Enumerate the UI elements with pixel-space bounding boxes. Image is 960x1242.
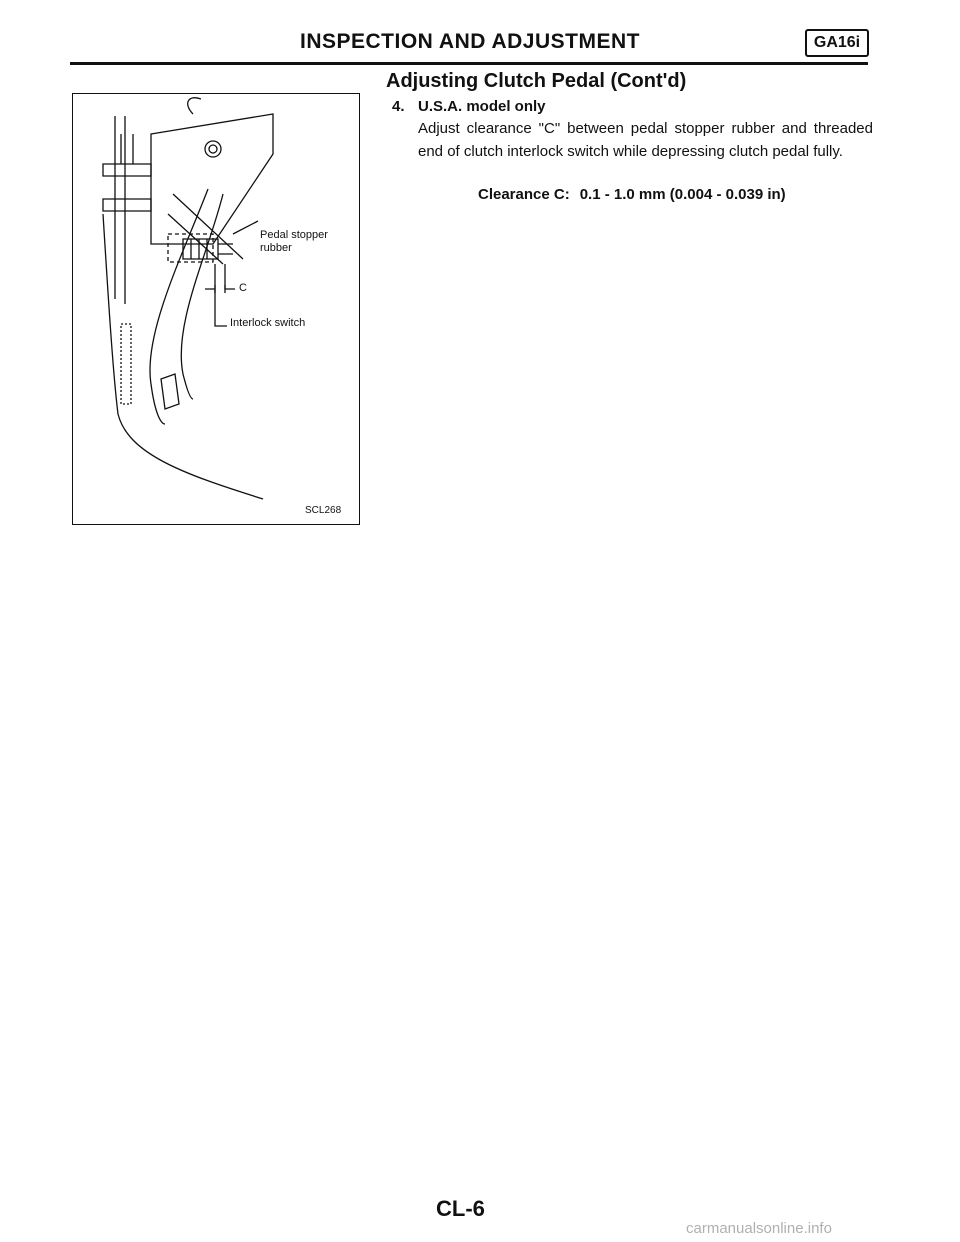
step-title: U.S.A. model only [418,98,546,115]
spec-label: Clearance C: [478,186,570,203]
label-clearance-c: C [239,282,247,294]
label-interlock-switch: Interlock switch [230,317,306,329]
watermark: carmanualsonline.info [686,1220,832,1237]
clearance-spec [478,186,786,203]
label-pedal-stopper-line1: Pedal stopper [260,229,328,241]
step-number: 4. [392,98,405,115]
step-body: Adjust clearance "C" between pedal stopper rubber and threaded end of clutch interlock switch while depressing clutch pedal fully. [418,120,873,160]
figure-code: SCL268 [305,505,342,516]
step-heading [392,98,546,115]
section-title: Adjusting Clutch Pedal (Cont'd) [386,70,687,92]
page-header-title: INSPECTION AND ADJUSTMENT [300,30,640,53]
engine-badge: GA16i [805,29,869,57]
figure-box [72,93,360,525]
header-rule [70,62,868,65]
spec-value: 0.1 - 1.0 mm (0.004 - 0.039 in) [579,186,786,203]
clutch-pedal-illustration [73,94,359,524]
page-number: CL-6 [436,1196,485,1221]
label-pedal-stopper-line2: rubber [260,242,292,254]
